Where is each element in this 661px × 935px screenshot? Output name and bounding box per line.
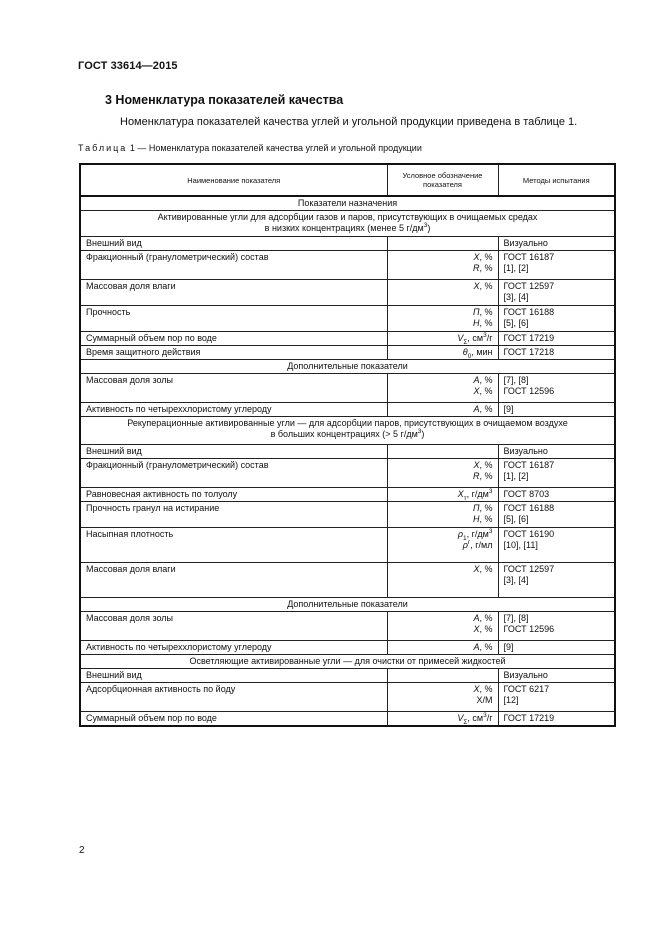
test-methods: [498, 488, 615, 502]
method-line: ГОСТ 17219: [503, 333, 555, 343]
method-line: [9]: [503, 404, 514, 414]
quality-indicators-table: [79, 163, 616, 727]
symbol-variable: X: [473, 460, 480, 470]
symbol-variable: V: [457, 333, 464, 343]
symbol-line: X, %: [473, 281, 493, 291]
symbol-variable: X: [473, 252, 480, 262]
indicator-symbol: [387, 669, 498, 683]
section-heading-line: Рекуперационные активированные угли — для адсорбции паров, присутствующих в очищаемом воздухе: [127, 418, 568, 428]
indicator-symbol: [387, 346, 498, 360]
symbol-variable: Н: [472, 514, 480, 524]
symbol-variable: X: [473, 386, 480, 396]
test-methods: [498, 374, 615, 403]
test-methods: [498, 502, 615, 528]
table-row: [80, 237, 615, 251]
section-heading-line: в больших концентрациях (> 5 $г/дм^3$): [270, 428, 425, 439]
method-line: ГОСТ 16188: [503, 307, 555, 317]
section-row: [80, 360, 615, 374]
symbol-variable: X: [473, 684, 480, 694]
method-line: ГОСТ 8703: [503, 489, 550, 499]
table-row: [80, 346, 615, 360]
header-indicator-name: Наименование показателя: [80, 164, 387, 196]
indicator-name: Суммарный объем пор по воде: [80, 332, 387, 346]
symbol-line: П, %: [472, 503, 493, 513]
table-row: [80, 488, 615, 502]
indicator-symbol: [387, 374, 498, 403]
indicator-symbol: [387, 459, 498, 488]
table-row: [80, 374, 615, 403]
table-row: [80, 669, 615, 683]
symbol-variable: X: [473, 624, 480, 634]
symbol-variable: R: [472, 263, 480, 273]
symbol-variable: П: [472, 503, 480, 513]
indicator-name: Массовая доля золы: [80, 374, 387, 403]
test-methods: [498, 459, 615, 488]
symbol-variable: A: [473, 642, 480, 652]
section-heading: Дополнительные показатели: [80, 598, 615, 612]
symbol-line: X, %: [473, 386, 493, 396]
test-methods: [498, 332, 615, 346]
table-row: [80, 459, 615, 488]
table-row: [80, 332, 615, 346]
indicator-name: Адсорбционная активность по йоду: [80, 683, 387, 712]
test-methods: [498, 683, 615, 712]
indicator-name: Внешний вид: [80, 669, 387, 683]
symbol-variable: V: [457, 713, 464, 723]
superscript: 3: [488, 488, 493, 495]
method-line: Визуально: [503, 238, 548, 248]
subscript: 0: [467, 352, 472, 360]
table-row: [80, 683, 615, 712]
symbol-line: Н, %: [472, 318, 493, 328]
table-row: [80, 612, 615, 641]
symbol-variable: П: [472, 307, 480, 317]
method-line: ГОСТ 16188: [503, 503, 555, 513]
indicator-name: Фракционный (гранулометрический) состав: [80, 459, 387, 488]
test-methods: [498, 403, 615, 417]
table-caption: [78, 143, 422, 153]
symbol-line: X, %: [473, 624, 493, 634]
section-heading-line: Активированные угли для адсорбции газов и паров, присутствующих в очищаемых средах: [157, 212, 538, 222]
test-methods: [498, 563, 615, 598]
method-line: [5], [6]: [503, 318, 529, 328]
method-line: [7], [8]: [503, 375, 529, 385]
symbol-line: $X_т$, $г/дм^3$: [457, 488, 493, 502]
method-line: ГОСТ 17219: [503, 713, 555, 723]
method-line: [7], [8]: [503, 613, 529, 623]
document-standard-number: ГОСТ 33614—2015: [78, 60, 178, 72]
table-row: [80, 445, 615, 459]
test-methods: [498, 445, 615, 459]
test-methods: [498, 528, 615, 563]
table-row: [80, 563, 615, 598]
section-heading: Дополнительные показатели: [80, 360, 615, 374]
subscript: 1: [463, 534, 467, 542]
superscript: 3: [488, 528, 493, 535]
section-row: [80, 598, 615, 612]
method-line: ГОСТ 17218: [503, 347, 555, 357]
indicator-name: Равновесная активность по толуолу: [80, 488, 387, 502]
symbol-variable: X: [473, 281, 480, 291]
indicator-name: Массовая доля влаги: [80, 563, 387, 598]
method-line: ГОСТ 12597: [503, 281, 555, 291]
symbol-variable: Н: [472, 318, 480, 328]
symbol-line: X, %: [473, 564, 493, 574]
subscript: Σ: [463, 338, 468, 346]
symbol-variable: X: [473, 564, 480, 574]
section-row: [80, 417, 615, 445]
indicator-symbol: [387, 528, 498, 563]
indicator-symbol: [387, 403, 498, 417]
table-row: [80, 502, 615, 528]
test-methods: [498, 306, 615, 332]
table-caption-text: 1 — Номенклатура показателей качества углей и угольной продукции: [129, 143, 422, 153]
table-row: [80, 712, 615, 727]
symbol-line: A, %: [473, 404, 493, 414]
intro-paragraph: Номенклатура показателей качества углей и угольной продукции приведена в таблице 1.: [120, 116, 578, 128]
symbol-variable: X: [457, 489, 464, 499]
method-line: [5], [6]: [503, 514, 529, 524]
indicator-symbol: [387, 251, 498, 280]
indicator-name: Прочность: [80, 306, 387, 332]
test-methods: [498, 612, 615, 641]
test-methods: [498, 669, 615, 683]
section-title: 3 Номенклатура показателей качества: [105, 93, 344, 107]
method-line: ГОСТ 12597: [503, 564, 555, 574]
method-line: ГОСТ 12596: [503, 386, 555, 396]
indicator-symbol: [387, 712, 498, 727]
symbol-line: A, %: [473, 375, 493, 385]
symbol-variable: A: [473, 375, 480, 385]
indicator-name: Насыпная плотность: [80, 528, 387, 563]
method-line: ГОСТ 6217: [503, 684, 550, 694]
indicator-name: Суммарный объем пор по воде: [80, 712, 387, 727]
symbol-line: Н, %: [472, 514, 493, 524]
method-line: [3], [4]: [503, 575, 529, 585]
table-row: [80, 280, 615, 306]
indicator-symbol: [387, 332, 498, 346]
indicator-name: Активность по четыреххлористому углероду: [80, 641, 387, 655]
table-row: [80, 403, 615, 417]
symbol-variable: R: [472, 471, 480, 481]
superscript: 3: [483, 332, 487, 339]
section-row: [80, 655, 615, 669]
indicator-name: Внешний вид: [80, 445, 387, 459]
indicator-symbol: [387, 306, 498, 332]
test-methods: [498, 251, 615, 280]
method-line: [1], [2]: [503, 263, 529, 273]
section-heading: Показатели назначения: [80, 196, 615, 211]
indicator-symbol: [387, 641, 498, 655]
test-methods: [498, 346, 615, 360]
indicator-symbol: [387, 488, 498, 502]
symbol-line: A, %: [473, 642, 493, 652]
indicator-name: Внешний вид: [80, 237, 387, 251]
table-row: [80, 306, 615, 332]
superscript: 3: [483, 712, 487, 719]
table-body: [80, 196, 615, 726]
test-methods: [498, 280, 615, 306]
symbol-line: $V_\Sigma$, $см^3/г$: [457, 332, 493, 346]
symbol-line: X, %: [473, 252, 493, 262]
page-number: 2: [79, 845, 85, 856]
indicator-name: Время защитного действия: [80, 346, 387, 360]
subscript: Σ: [463, 718, 468, 726]
symbol-line: $V_\Sigma$, $см^3/г$: [457, 712, 493, 726]
symbol-line: $\rho_1$, $г/дм^3$: [457, 528, 493, 542]
method-line: ГОСТ 16187: [503, 460, 555, 470]
method-line: ГОСТ 16187: [503, 252, 555, 262]
indicator-symbol: [387, 280, 498, 306]
method-line: [9]: [503, 642, 514, 652]
test-methods: [498, 712, 615, 727]
symbol-variable: θ: [462, 347, 468, 357]
section-row: [80, 211, 615, 237]
test-methods: [498, 641, 615, 655]
indicator-name: Массовая доля влаги: [80, 280, 387, 306]
header-test-methods: Методы испытания: [498, 164, 615, 196]
superscript: г: [467, 539, 471, 546]
method-line: [3], [4]: [503, 292, 529, 302]
symbol-variable: ρ: [457, 529, 464, 539]
indicator-name: Массовая доля золы: [80, 612, 387, 641]
symbol-line: R, %: [472, 263, 493, 273]
method-line: ГОСТ 12596: [503, 624, 555, 634]
header-symbol: Условное обозначение показателя: [387, 164, 498, 196]
method-line: [12]: [503, 695, 519, 705]
indicator-symbol: [387, 612, 498, 641]
indicator-symbol: [387, 563, 498, 598]
table-header-row: [80, 164, 615, 196]
symbol-variable: A: [473, 404, 480, 414]
symbol-line: $\rho^г$, г/мл: [462, 539, 493, 550]
indicator-name: Фракционный (гранулометрический) состав: [80, 251, 387, 280]
subscript: т: [463, 494, 467, 502]
section-heading-line: в низких концентрациях (менее 5 $г/дм^3$): [264, 222, 431, 233]
symbol-line: П, %: [472, 307, 493, 317]
symbol-variable: ρ: [462, 540, 468, 550]
method-line: Визуально: [503, 670, 548, 680]
indicator-symbol: [387, 502, 498, 528]
test-methods: [498, 237, 615, 251]
symbol-line: Х/М: [476, 695, 493, 705]
symbol-line: R, %: [472, 471, 493, 481]
symbol-line: X, %: [473, 684, 493, 694]
table-row: [80, 528, 615, 563]
indicator-name: Активность по четыреххлористому углероду: [80, 403, 387, 417]
symbol-variable: A: [473, 613, 480, 623]
indicator-symbol: [387, 445, 498, 459]
superscript: 3: [417, 428, 422, 435]
table-row: [80, 641, 615, 655]
method-line: [10], [11]: [503, 540, 538, 550]
method-line: Визуально: [503, 446, 548, 456]
method-line: [1], [2]: [503, 471, 529, 481]
symbol-line: X, %: [473, 460, 493, 470]
indicator-symbol: [387, 683, 498, 712]
section-heading: [80, 211, 615, 237]
superscript: 3: [423, 222, 428, 229]
symbol-line: A, %: [473, 613, 493, 623]
symbol-line: $\theta_0$, мин: [462, 347, 493, 360]
indicator-name: Прочность гранул на истирание: [80, 502, 387, 528]
indicator-symbol: [387, 237, 498, 251]
table-caption-label: Таблица: [78, 143, 128, 153]
method-line: ГОСТ 16190: [503, 529, 555, 539]
table-row: [80, 251, 615, 280]
section-heading: Осветляющие активированные угли — для очистки от примесей жидкостей: [80, 655, 615, 669]
section-row: [80, 196, 615, 211]
section-heading: [80, 417, 615, 445]
